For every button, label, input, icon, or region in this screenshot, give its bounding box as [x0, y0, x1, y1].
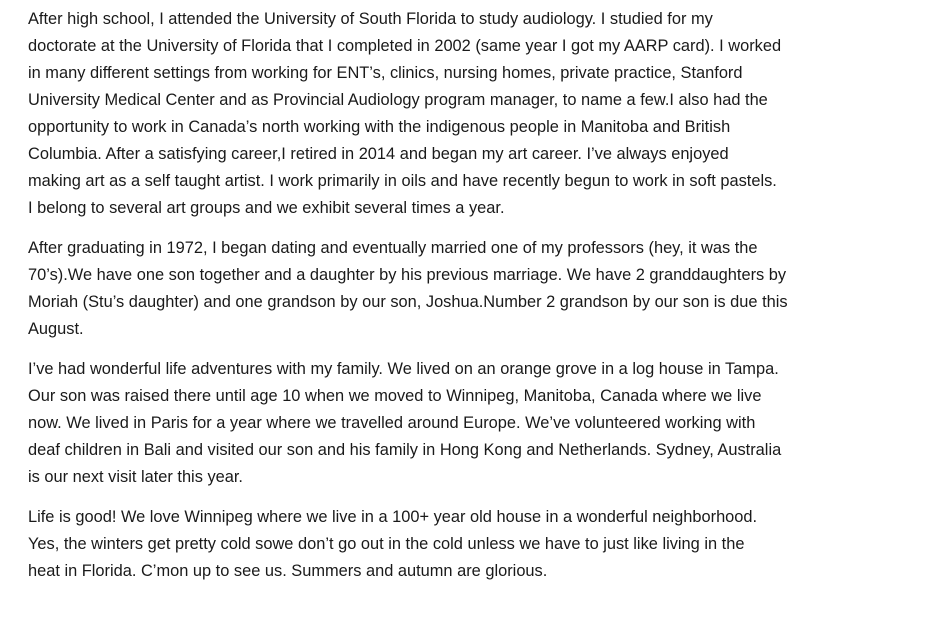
text-line: After high school, I attended the University of South Florida to study audiology. I studied for my [28, 10, 713, 28]
text-line: I belong to several art groups and we exhibit several times a year. [28, 199, 505, 217]
text-line: University Medical Center and as Provincial Audiology program manager, to name a few.I also had the [28, 91, 768, 109]
text-line: is our next visit later this year. [28, 468, 243, 486]
text-line: Columbia. After a satisfying career,I retired in 2014 and began my art career. I’ve always enjoyed [28, 145, 729, 163]
text-line: Moriah (Stu’s daughter) and one grandson by our son, Joshua.Number 2 grandson by our son is due this [28, 293, 788, 311]
text-line: heat in Florida. C’mon up to see us. Summers and autumn are glorious. [28, 562, 548, 580]
text-line: 70’s).We have one son together and a daughter by his previous marriage. We have 2 granddaughters by [28, 266, 787, 284]
text-line: Our son was raised there until age 10 when we moved to Winnipeg, Manitoba, Canada where we live [28, 387, 762, 405]
text-line: After graduating in 1972, I began dating and eventually married one of my professors (hey, it was the [28, 239, 758, 257]
text-line: Yes, the winters get pretty cold sowe don’t go out in the cold unless we have to just like living in the [28, 535, 745, 553]
text-line: Life is good! We love Winnipeg where we live in a 100+ year old house in a wonderful neighborhood. [28, 508, 758, 526]
paragraph-career [28, 6, 910, 222]
text-line: making art as a self taught artist. I work primarily in oils and have recently begun to work in soft pastels. [28, 172, 777, 190]
text-line: now. We lived in Paris for a year where we travelled around Europe. We’ve volunteered working with [28, 414, 756, 432]
text-line: deaf children in Bali and visited our son and his family in Hong Kong and Netherlands. Sydney, Australia [28, 441, 782, 459]
text-line: August. [28, 320, 84, 338]
text-line: in many different settings from working for ENT’s, clinics, nursing homes, private practice, Stanford [28, 64, 743, 82]
text-line: I’ve had wonderful life adventures with my family. We lived on an orange grove in a log house in Tampa. [28, 360, 779, 378]
text-line: doctorate at the University of Florida that I completed in 2002 (same year I got my AARP card). I worked [28, 37, 782, 55]
paragraph-adventures [28, 356, 910, 491]
paragraph-family [28, 235, 910, 343]
paragraph-winnipeg [28, 504, 910, 585]
text-line: opportunity to work in Canada’s north working with the indigenous people in Manitoba and British [28, 118, 731, 136]
